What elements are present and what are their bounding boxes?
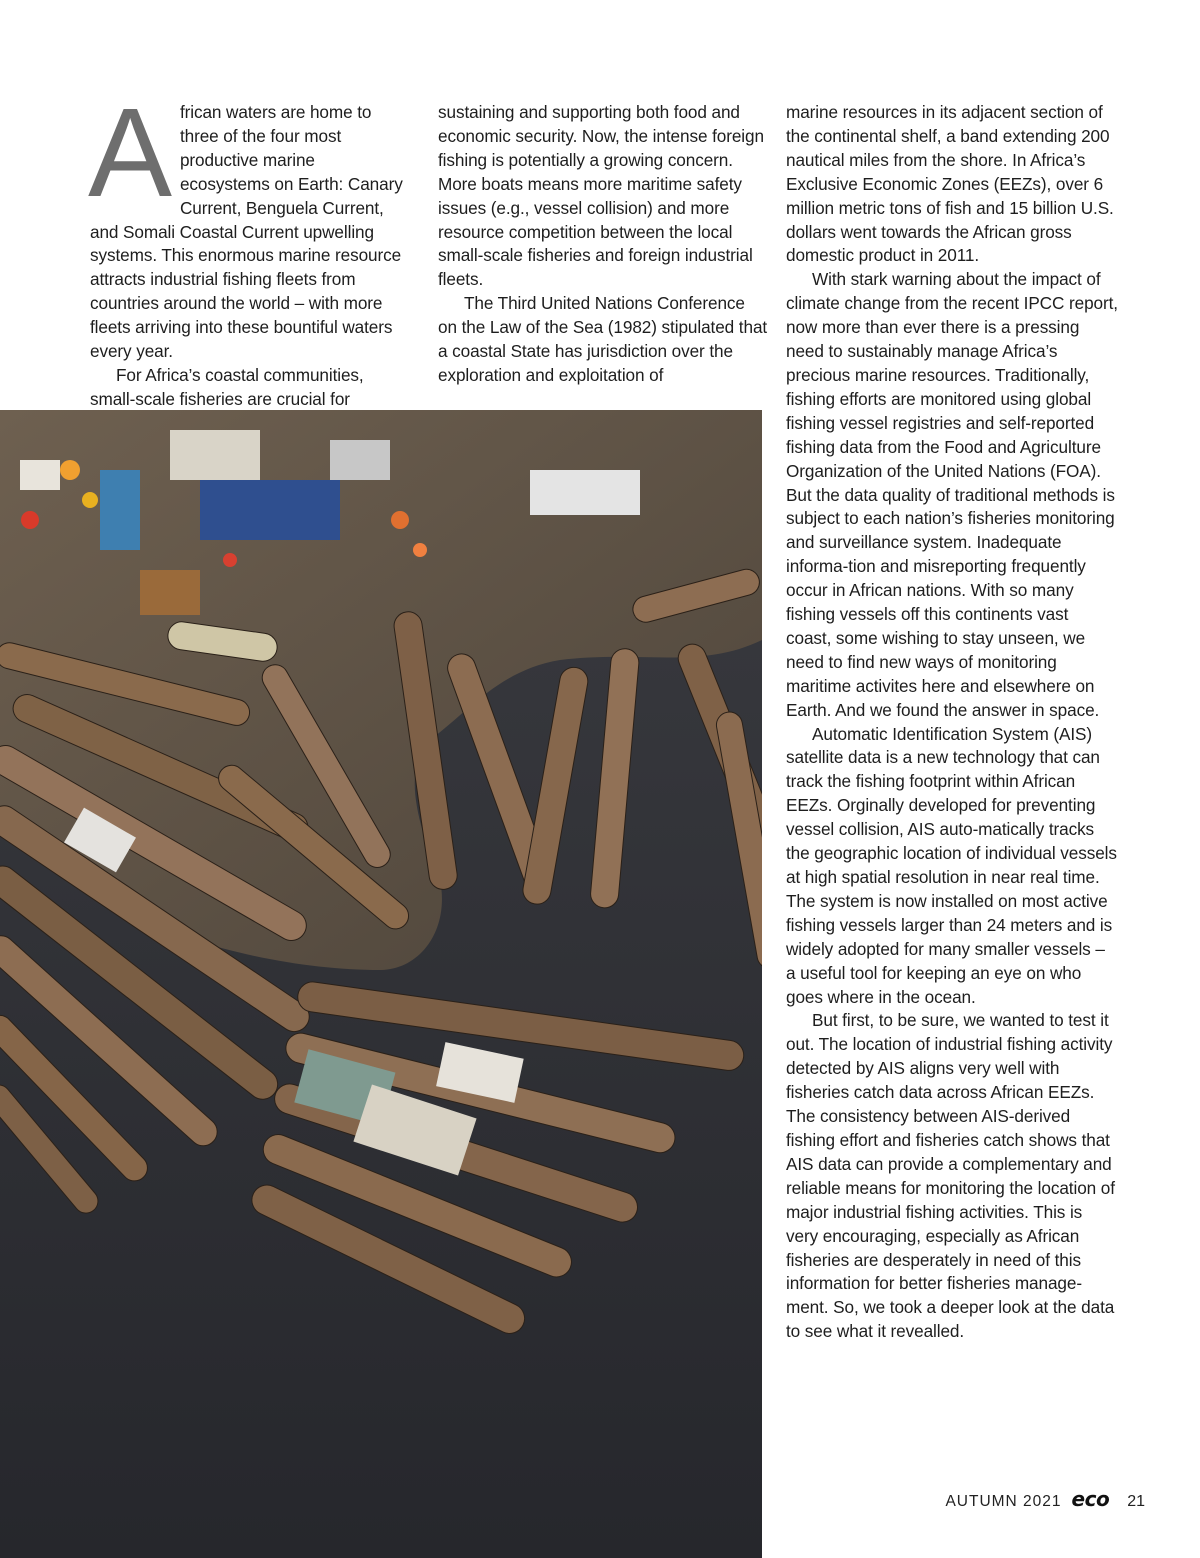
boats-photo [0,410,762,1558]
article-column-2 [438,101,768,388]
page-number: 21 [1127,1493,1145,1510]
paragraph: With stark warning about the impact of climate change from the recent IPCC report, now more than ever there is a pressing need to sustainably manage Africa’s precious marine resources. Traditionally, fishing efforts are monitored using global fishing vessel registries and self-reported fishing data from the Food and Agriculture Organization of the United Nations (FOA). But the data quality of traditional methods is subject to each nation’s fisheries monitoring and surveillance system. Inadequate informa-tion and misreporting frequently occur in African nations. With so many fishing vessels off this continents vast coast, some wishing to stay unseen, we need to find new ways of monitoring maritime activites here and elsewhere on Earth. And we found the answer in space. [786,269,1118,720]
paragraph: marine resources in its adjacent section of the continental shelf, a band extending 200 nautical miles from the shore. In Africa’s Exclusive Economic Zones (EEZs), over 6 million metric tons of fish and 15 billion U.S. dollars went towards the African gross domestic product in 2011. [786,102,1114,266]
paragraph: The Third United Nations Conference on the Law of the Sea (1982) stipulated that a coastal State has jurisdiction over the exploration and exploitation of [438,293,768,385]
drop-cap: A [88,82,172,223]
magazine-logo: eco [1071,1487,1110,1511]
paragraph: Automatic Identification System (AIS) satellite data is a new technology that can track the fishing footprint within African EEZs. Orginally developed for preventing vessel collision, AIS auto-matically tracks the geographic location of individual vessels at high spatial resolution in near real time. The system is now installed on most active fishing vessels larger than 24 meters and is widely adopted for many smaller vessels – a useful tool for keeping an eye on who goes where in the ocean. [786,723,1117,1007]
paragraph-text: frican waters are home to three of the four most productive marine ecosystems on Earth: Canary Current, Benguela Current, and Somali Coastal Current upwelling systems. This enormous marine resource attracts industrial fishing fleets from countries around the world – with more fleets arriving into these bountiful waters every year. [90,102,403,362]
article-column-3 [786,101,1118,1344]
paragraph: But first, to be sure, we wanted to test it out. The location of industrial fishing activity detected by AIS aligns very well with fisheries catch data across African EEZs. The consistency between AIS-derived fishing effort and fisheries catch shows that AIS data can provide a complementary and reliable means for monitoring the location of major industrial fishing activities. This is very encouraging, especially as African fisheries are desperately in need of this information for better fisheries manage-ment. So, we took a deeper look at the data to see what it revealled. [786,1010,1115,1342]
article-column-1 [88,82,408,412]
paragraph: sustaining and supporting both food and economic security. Now, the intense foreign fishing is potentially a growing concern. More boats means more maritime safety issues (e.g., vessel collision) and more resource competition between the local small-scale fisheries and foreign industrial fleets. [438,102,764,290]
paragraph [88,82,408,364]
page-footer [945,1487,1145,1511]
paragraph: For Africa’s coastal communities, small-scale fisheries are crucial for [90,364,364,409]
issue-label: AUTUMN 2021 [945,1493,1062,1510]
